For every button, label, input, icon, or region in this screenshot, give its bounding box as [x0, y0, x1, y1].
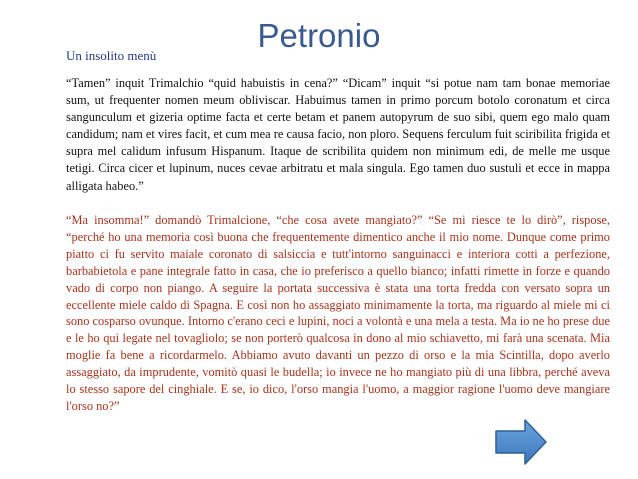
next-slide-button[interactable]: [494, 418, 548, 466]
latin-text: “Tamen” inquit Trimalchio “quid habuistis in cena?” “Dicam” inquit “si potue nam tam bonae memoriae sum, ut frequenter nomen meum obliviscar. Habuimus tamen in primo porcum botolo coronatum et circa sangunculum et gizeria optime facta et certe betam et panem autopyrum de suo sibi, quem ego malo quam candidum; nam et vires facit, et cum mea re causa facio, non ploro. Sequens ferculum fuit sciribilita frigida et supra mel calidum infusum Hispanum. Itaque de scribilita quidem non minimum edi, de melle me usque tetigi. Circa cicer et lupinum, nuces cevae arbitratu et mala singula. Ego tamen duo sustuli et ecce in mappa alligata habeo.”: [66, 76, 610, 193]
slide-title: Petronio: [257, 17, 381, 54]
right-arrow-icon: [494, 418, 548, 466]
slide-subtitle: Un insolito menù: [66, 48, 157, 63]
italian-translation: “Ma insomma!” domandò Trimalcione, “che cosa avete mangiato?” “Se mi riesce te lo dirò”, rispose, “perché ho una memoria così buona che frequentemente dimentico anche il mio nome. Dunque come primo piatto ci fu servito maiale coronato di salsiccia e tutt'intorno sanguinacci e interiora cotti a perfezione, barbabietola e pane integrale fatto in casa, che io preferisco a quello bianco; infatti rimette in forze e quando vado di corpo non piango. A seguire la portata successiva è stata una torta fredda con versato sopra un eccellente miele caldo di Spagna. E così non ho assaggiato minimamente la torta, ma riguardo al miele mi ci sono cosparso ovunque. Intorno c'erano ceci e lupini, noci a volontà e una mela a testa. Ma io ne ho prese due e le ho qui legate nel tovagliolo; se non porterò qualcosa in dono al mio schiavetto, mi farà una scenata. Mia moglie fa bene a ricordarmelo. Abbiamo avuto davanti un pezzo di orso e la mia Scintilla, dopo averlo assaggiato, da imprudente, vomitò quasi le budella; io invece ne ho mangiato più di una libbra, perché aveva lo stesso sapore del cinghiale. E se, io dico, l'orso mangia l'uomo, a maggior ragione l'uomo deve mangiare l'orso no?”: [66, 213, 610, 413]
